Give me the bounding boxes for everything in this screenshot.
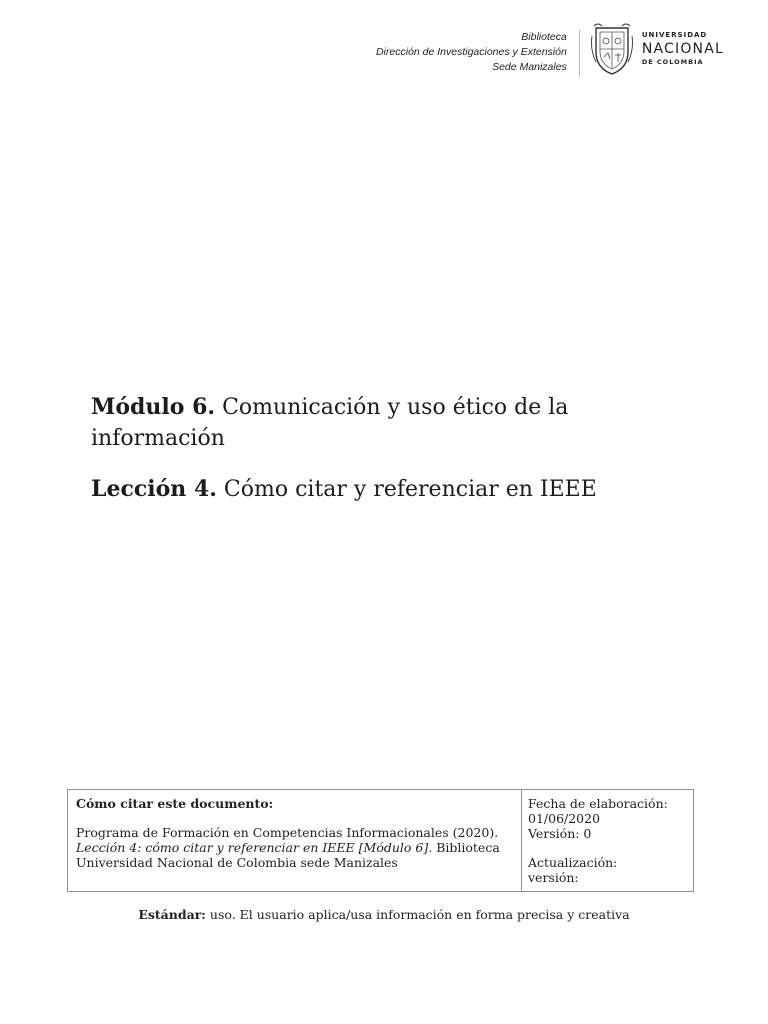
standard-line [0, 907, 768, 922]
metadata-cell [522, 790, 693, 891]
header-library: Biblioteca [521, 31, 567, 43]
citation-heading: Cómo citar este documento: [76, 796, 274, 811]
logo-text-bottom: DE COLOMBIA [641, 58, 704, 67]
date-label: Fecha de elaboración: [528, 796, 668, 811]
standard-text: uso. El usuario aplica/usa información en forma precisa y creativa [209, 907, 630, 922]
standard-label: Estándar: [138, 907, 206, 922]
module-name: Comunicación y uso ético de la información [91, 395, 569, 451]
logo-wordmark [642, 32, 724, 66]
citation-cell [68, 790, 522, 891]
update-version: versión: [528, 870, 579, 885]
update-label: Actualización: [528, 855, 618, 870]
lesson-name: Cómo citar y referenciar en IEEE [223, 477, 597, 502]
document-titles [91, 392, 651, 505]
lesson-label: Lección 4. [91, 476, 217, 502]
citation-text-part2: Biblioteca Universidad Nacional de Colombia sede Manizales [76, 840, 500, 870]
page-header [376, 22, 724, 77]
logo-text-middle: NACIONAL [641, 41, 724, 58]
header-text [376, 30, 580, 77]
logo-text-top: UNIVERSIDAD [641, 31, 708, 40]
date-value: 01/06/2020 [528, 811, 601, 826]
module-label: Módulo 6. [91, 394, 216, 420]
university-logo [580, 22, 724, 76]
citation-table [67, 789, 694, 892]
citation-text-italic: Lección 4: cómo citar y referenciar en IEEE [Módulo 6]. [76, 840, 433, 855]
module-title [91, 392, 651, 454]
citation-text-part1: Programa de Formación en Competencias Informacionales (2020). [76, 825, 499, 840]
header-direction: Dirección de Investigaciones y Extensión [375, 46, 567, 58]
university-crest-icon [590, 22, 634, 76]
citation-text [76, 825, 513, 870]
lesson-title [91, 474, 651, 505]
header-campus: Sede Manizales [492, 61, 567, 73]
version-text: Versión: 0 [528, 826, 592, 841]
